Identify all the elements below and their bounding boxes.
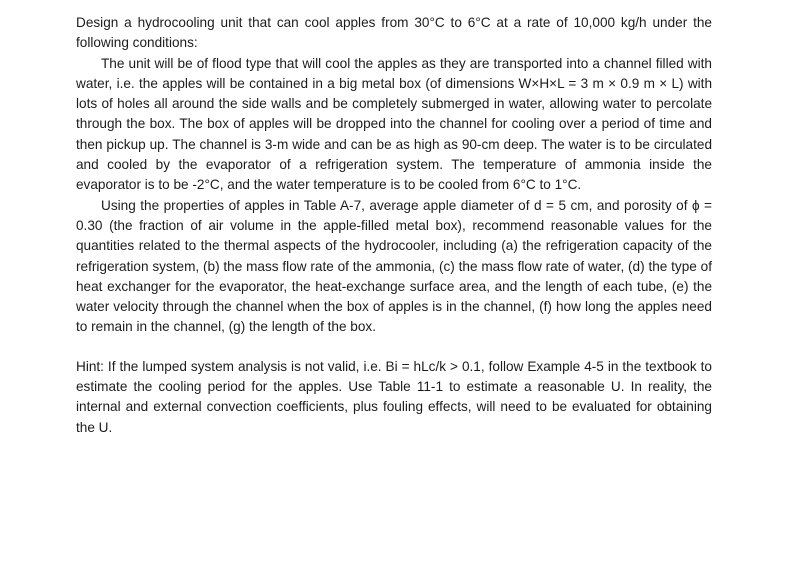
- conditions-paragraph: The unit will be of flood type that will cool the apples as they are transported into a channel filled with water, i.e. the apples will be contained in a big metal box (of dimensions W×H×L = 3 m × 0.9 m × L) with lots of holes all around the side walls and be completely submerged in water, allowing water to percolate through the box. The box of apples will be dropped into the channel for cooling over a period of time and then pickup up. The channel is 3-m wide and can be as high as 90-cm deep. The water is to be circulated and cooled by the evaporator of a refrigeration system. The temperature of ammonia inside the evaporator is to be -2°C, and the water temperature is to be cooled from 6°C to 1°C.: [76, 55, 712, 193]
- hint-paragraph: Hint: If the lumped system analysis is not valid, i.e. Bi = hLc/k > 0.1, follow Example 4-5 in the textbook to estimate the cooling period for the apples. Use Table 11-1 to estimate a reasonable U. In reality, the internal and external convection coefficients, plus fouling effects, will need to be evaluated for obtaining the U.: [76, 358, 712, 435]
- requirements-paragraph: Using the properties of apples in Table A-7, average apple diameter of d = 5 cm, and porosity of ϕ = 0.30 (the fraction of air volume in the apple-filled metal box), recommend reasonable values for the quantities related to the thermal aspects of the hydrocooler, including (a) the refrigeration capacity of the refrigeration system, (b) the mass flow rate of the ammonia, (c) the mass flow rate of water, (d) the type of heat exchanger for the evaporator, the heat-exchange surface area, and the length of each tube, (e) the water velocity through the channel when the box of apples is in the channel, (f) how long the apples need to remain in the channel, (g) the length of the box.: [76, 197, 712, 335]
- intro-paragraph: Design a hydrocooling unit that can cool apples from 30°C to 6°C at a rate of 10,000 kg/h under the following conditions:: [76, 15, 712, 51]
- problem-text: [76, 13, 712, 438]
